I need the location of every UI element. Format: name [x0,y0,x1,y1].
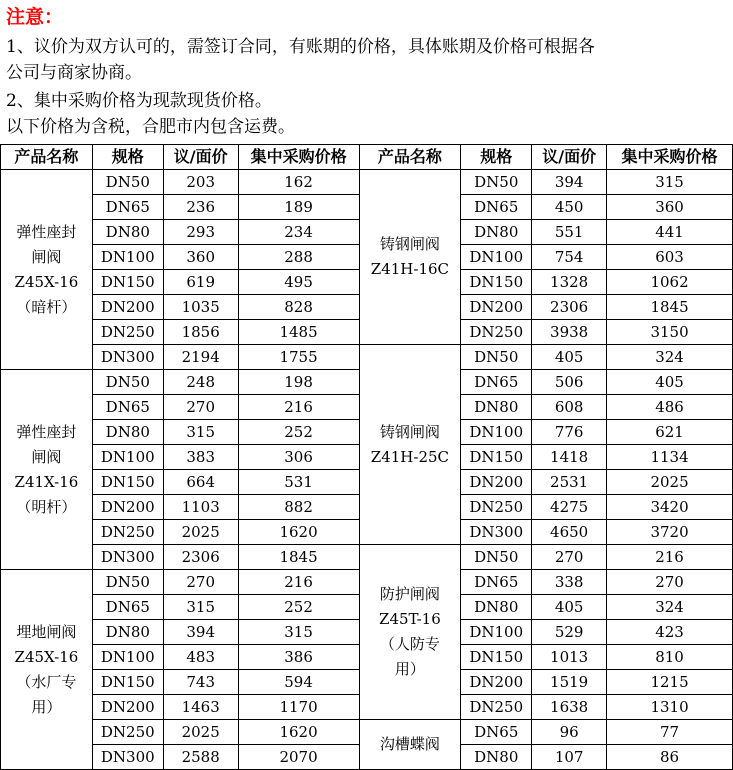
header-spec: 规格 [461,145,532,170]
product-name-line: 闸阀 [31,247,62,266]
face-price-cell: 107 [532,745,607,770]
spec-cell: DN250 [92,520,163,545]
product-name-line: Z45X-16 [14,647,79,666]
spec-cell: DN100 [92,445,163,470]
face-price-cell: 664 [163,470,238,495]
central-price-cell: 3150 [607,320,733,345]
spec-cell: DN65 [461,720,532,745]
notes-title: 注意： [6,6,64,28]
spec-cell: DN80 [92,620,163,645]
product-name-line: Z45T-16 [379,610,441,628]
central-price-cell: 423 [607,620,733,645]
face-price-cell: 405 [532,595,607,620]
central-price-cell: 594 [238,670,359,695]
spec-cell: DN65 [461,570,532,595]
spec-cell: DN200 [461,470,532,495]
product-name-line: 用） [394,660,425,678]
face-price-cell: 394 [163,620,238,645]
face-price-cell: 270 [163,570,238,595]
face-price-cell: 236 [163,195,238,220]
central-price-cell: 531 [238,470,359,495]
spec-cell: DN65 [461,195,532,220]
spec-cell: DN100 [92,245,163,270]
face-price-cell: 1638 [532,695,607,720]
note-line-1: 1、议价为双方认可的，需签订合同，有账期的价格，具体账期及价格可根据各 [6,37,595,57]
face-price-cell: 1856 [163,320,238,345]
table-row [1,170,733,195]
product-name-cell [359,170,461,345]
face-price-cell: 203 [163,170,238,195]
central-price-cell: 441 [607,220,733,245]
spec-cell: DN150 [461,270,532,295]
product-name-cell [1,570,93,770]
central-price-cell: 405 [607,370,733,395]
spec-cell: DN200 [461,295,532,320]
spec-cell: DN50 [92,170,163,195]
spec-cell: DN50 [461,545,532,570]
product-name-line: Z41X-16 [14,472,79,491]
spec-cell: DN100 [461,620,532,645]
face-price-cell: 2306 [163,545,238,570]
face-price-cell: 3938 [532,320,607,345]
spec-cell: DN65 [92,595,163,620]
spec-cell: DN150 [461,645,532,670]
central-price-cell: 1620 [238,520,359,545]
spec-cell: DN80 [461,395,532,420]
central-price-cell: 252 [238,595,359,620]
spec-cell: DN100 [92,645,163,670]
table-row [1,345,733,370]
central-price-cell: 3720 [607,520,733,545]
note-line-4: 以下价格为含税，合肥市内包含运费。 [6,117,295,137]
header-central-price: 集中采购价格 [238,145,359,170]
product-name-line: 沟槽蝶阀 [379,735,440,753]
table-row [1,545,733,570]
product-name-line: （明杆） [16,497,77,516]
header-face-price: 议/面价 [163,145,238,170]
spec-cell: DN250 [92,720,163,745]
spec-cell: DN150 [92,270,163,295]
central-price-cell: 162 [238,170,359,195]
spec-cell: DN50 [92,570,163,595]
spec-cell: DN250 [461,320,532,345]
central-price-cell: 1215 [607,670,733,695]
spec-cell: DN65 [92,395,163,420]
spec-cell: DN80 [92,420,163,445]
spec-cell: DN150 [92,470,163,495]
central-price-cell: 828 [238,295,359,320]
face-price-cell: 315 [163,420,238,445]
central-price-cell: 86 [607,745,733,770]
face-price-cell: 270 [532,545,607,570]
spec-cell: DN300 [92,545,163,570]
spec-cell: DN50 [461,345,532,370]
face-price-cell: 2025 [163,720,238,745]
note-line-2: 公司与商家协商。 [6,63,142,83]
central-price-cell: 270 [607,570,733,595]
table-row [1,720,733,745]
face-price-cell: 2194 [163,345,238,370]
central-price-cell: 77 [607,720,733,745]
central-price-cell: 189 [238,195,359,220]
note-line-3: 2、集中采购价格为现款现货价格。 [6,91,272,111]
face-price-cell: 4650 [532,520,607,545]
face-price-cell: 1103 [163,495,238,520]
central-price-cell: 495 [238,270,359,295]
spec-cell: DN100 [461,420,532,445]
spec-cell: DN200 [92,495,163,520]
face-price-cell: 608 [532,395,607,420]
face-price-cell: 743 [163,670,238,695]
product-name-line: 闸阀 [31,447,62,466]
central-price-cell: 216 [238,570,359,595]
spec-cell: DN250 [461,695,532,720]
face-price-cell: 315 [163,595,238,620]
face-price-cell: 248 [163,370,238,395]
product-name-line: Z45X-16 [14,272,79,291]
spec-cell: DN65 [461,370,532,395]
product-name-cell [1,370,93,570]
price-table [0,144,733,770]
spec-cell: DN65 [92,195,163,220]
central-price-cell: 2070 [238,745,359,770]
central-price-cell: 315 [607,170,733,195]
face-price-cell: 619 [163,270,238,295]
face-price-cell: 270 [163,395,238,420]
face-price-cell: 776 [532,420,607,445]
central-price-cell: 360 [607,195,733,220]
spec-cell: DN200 [92,295,163,320]
central-price-cell: 234 [238,220,359,245]
spec-cell: DN300 [461,520,532,545]
face-price-cell: 1328 [532,270,607,295]
header-spec: 规格 [92,145,163,170]
spec-cell: DN150 [92,670,163,695]
face-price-cell: 2025 [163,520,238,545]
product-name-line: Z41H-16C [370,260,450,278]
central-price-cell: 324 [607,345,733,370]
central-price-cell: 2025 [607,470,733,495]
face-price-cell: 293 [163,220,238,245]
spec-cell: DN80 [461,220,532,245]
face-price-cell: 529 [532,620,607,645]
central-price-cell: 1310 [607,695,733,720]
face-price-cell: 1463 [163,695,238,720]
face-price-cell: 360 [163,245,238,270]
central-price-cell: 1845 [238,545,359,570]
central-price-cell: 621 [607,420,733,445]
product-name-line: （水厂专 [16,672,77,691]
face-price-cell: 506 [532,370,607,395]
product-name-line: Z41H-25C [370,447,450,466]
face-price-cell: 1418 [532,445,607,470]
central-price-cell: 306 [238,445,359,470]
header-product-name: 产品名称 [359,145,461,170]
central-price-cell: 216 [607,545,733,570]
spec-cell: DN100 [461,245,532,270]
spec-cell: DN300 [92,745,163,770]
product-name-line: （人防专 [379,635,440,653]
header-product-name: 产品名称 [1,145,93,170]
face-price-cell: 4275 [532,495,607,520]
spec-cell: DN250 [461,495,532,520]
central-price-cell: 1062 [607,270,733,295]
central-price-cell: 603 [607,245,733,270]
central-price-cell: 216 [238,395,359,420]
face-price-cell: 2531 [532,470,607,495]
central-price-cell: 386 [238,645,359,670]
product-name-cell [359,545,461,720]
face-price-cell: 551 [532,220,607,245]
face-price-cell: 1519 [532,670,607,695]
central-price-cell: 486 [607,395,733,420]
face-price-cell: 1035 [163,295,238,320]
central-price-cell: 1485 [238,320,359,345]
face-price-cell: 483 [163,645,238,670]
central-price-cell: 810 [607,645,733,670]
product-name-line: 埋地闸阀 [16,622,77,641]
spec-cell: DN250 [92,320,163,345]
product-name-line: 铸钢闸阀 [379,422,440,441]
central-price-cell: 315 [238,620,359,645]
spec-cell: DN80 [92,220,163,245]
central-price-cell: 1620 [238,720,359,745]
central-price-cell: 882 [238,495,359,520]
spec-cell: DN200 [92,695,163,720]
header-central-price: 集中采购价格 [607,145,733,170]
central-price-cell: 1755 [238,345,359,370]
product-name-cell [359,345,461,545]
face-price-cell: 1013 [532,645,607,670]
product-name-line: 防护闸阀 [379,585,440,603]
face-price-cell: 754 [532,245,607,270]
product-name-line: 用） [31,697,62,716]
central-price-cell: 198 [238,370,359,395]
face-price-cell: 96 [532,720,607,745]
central-price-cell: 324 [607,595,733,620]
face-price-cell: 450 [532,195,607,220]
spec-cell: DN50 [92,370,163,395]
spec-cell: DN150 [461,445,532,470]
central-price-cell: 288 [238,245,359,270]
product-name-line: 铸钢闸阀 [379,235,440,253]
face-price-cell: 383 [163,445,238,470]
face-price-cell: 405 [532,345,607,370]
spec-cell: DN80 [461,745,532,770]
central-price-cell: 252 [238,420,359,445]
header-row [1,145,733,170]
header-face-price: 议/面价 [532,145,607,170]
face-price-cell: 2306 [532,295,607,320]
spec-cell: DN200 [461,670,532,695]
spec-cell: DN80 [461,595,532,620]
central-price-cell: 1134 [607,445,733,470]
product-name-cell [1,170,93,370]
face-price-cell: 394 [532,170,607,195]
central-price-cell: 3420 [607,495,733,520]
face-price-cell: 338 [532,570,607,595]
product-name-line: 弹性座封 [16,222,77,241]
central-price-cell: 1845 [607,295,733,320]
product-name-line: （暗杆） [16,297,77,316]
product-name-line: 弹性座封 [16,422,77,441]
central-price-cell: 1170 [238,695,359,720]
product-name-cell [359,720,461,770]
face-price-cell: 2588 [163,745,238,770]
spec-cell: DN50 [461,170,532,195]
spec-cell: DN300 [92,345,163,370]
